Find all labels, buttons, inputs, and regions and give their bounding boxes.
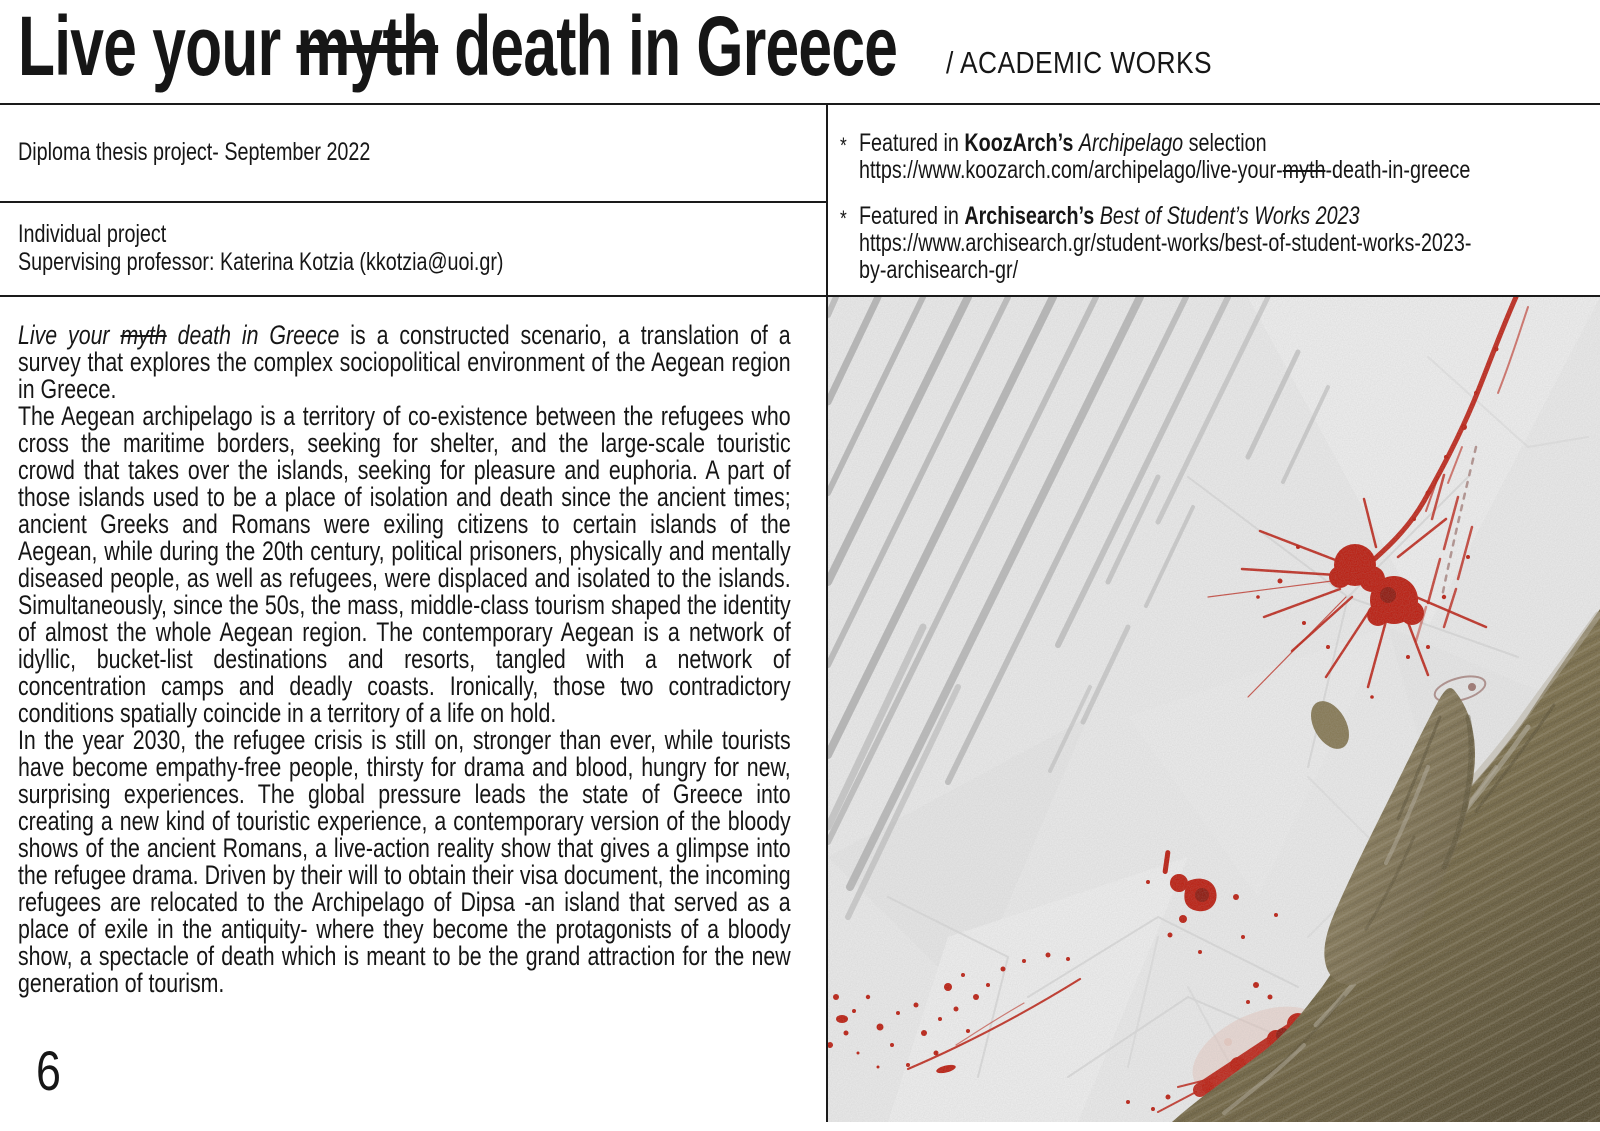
marble-terrain-render (828, 297, 1600, 1122)
url-strikethrough-word: myth (1282, 156, 1326, 184)
url-segment-end: -death-in-greece (1325, 156, 1471, 184)
featured-url-archisearch[interactable] (859, 229, 1471, 284)
featured-item-koozarch (840, 130, 1594, 184)
url-line-1: https://www.archisearch.gr/student-works/best-of-student-works-2023- (858, 229, 1472, 257)
project-name-italic: Live your (18, 320, 121, 350)
project-description (18, 322, 791, 997)
description-paragraph-2: The Aegean archipelago is a territory of co-existence between the refugees who cross the maritime borders, seeking for shelter, and the large-scale touristic crowd that takes over the islands, seeking for pleasure and euphoria. A part of those islands used to be a place of isolation and death since the ancient times; ancient Greeks and Romans were exiling citizens to certain islands of the Aegean, while during the 20th century, political prisoners, physically and mentally diseased people, as well as refugees, were displaced and isolated to the islands. Simultaneously, since the 50s, the mass, middle-class tourism shaped the identity of almost the whole Aegean region. The contemporary Aegean is a network of idyllic, bucket-list destinations and resorts, tangled with a network of concentration camps and deadly coasts. Ironically, those two contradictory conditions spatially coincide in a territory of a life on hold. (18, 401, 791, 728)
paragraph-text: is a constructed scenario, a translation of a survey that explores the complex sociopolitical environment of the Aegean region in Greece. (18, 320, 791, 404)
section-label: / ACADEMIC WORKS (946, 45, 1212, 80)
project-credits (18, 220, 503, 276)
featured-text: Featured in (858, 129, 965, 157)
description-paragraph-3: In the year 2030, the refugee crisis is still on, stronger than ever, while tourists have become empathy-free people, thirsty for drama and blood, hungry for new, surprising experiences. The global pressure leads the state of Greece into creating a new kind of touristic experience, a contemporary version of the bloody shows of the ancient Romans, a live-action reality show that gives a glimpse into the refugee drama. Driven by their will to obtain their visa document, the incoming refugees are relocated to the Archipelago of Dipsa -an island that served as a place of exile in the antiquity- where they become the protagonists of a bloody show, a spectacle of death which is meant to be the grand attraction for the new generation of tourism. (18, 725, 791, 998)
project-name-strikethrough: myth (120, 320, 167, 350)
asterisk-bullet-icon: * (840, 206, 847, 231)
page-number: 6 (36, 1039, 61, 1102)
url-segment: https://www.koozarch.com/archipelago/live-your- (858, 156, 1283, 184)
featured-source: KoozArch’s (964, 129, 1079, 157)
grain-overlay (828, 297, 1600, 1122)
featured-text: Featured in (858, 202, 965, 230)
asterisk-bullet-icon: * (840, 133, 847, 158)
header-divider (0, 103, 1600, 105)
title-strikethrough-word: myth (296, 0, 439, 93)
project-type: Individual project (18, 220, 167, 248)
page-title (18, 0, 898, 93)
description-paragraph-1 (18, 322, 791, 403)
meta-divider (0, 201, 827, 203)
supervising-professor: Supervising professor: Katerina Kotzia (kkotzia@uoi.gr) (18, 248, 504, 276)
title-text: Live your (18, 0, 297, 93)
project-name-italic-end: death in Greece (166, 320, 340, 350)
url-line-2: by-archisearch-gr/ (858, 256, 1019, 284)
title-text-end: death in Greece (438, 0, 898, 93)
featured-work-title: Best of Student’s Works 2023 (1099, 202, 1360, 230)
project-date: Diploma thesis project- September 2022 (18, 138, 371, 166)
featured-source: Archisearch’s (964, 202, 1100, 230)
featured-item-archisearch (840, 203, 1594, 284)
featured-url-koozarch[interactable] (859, 156, 1470, 184)
featured-text-post: selection (1183, 129, 1267, 157)
terrain-illustration (828, 297, 1600, 1122)
featured-work-title: Archipelago (1078, 129, 1184, 157)
